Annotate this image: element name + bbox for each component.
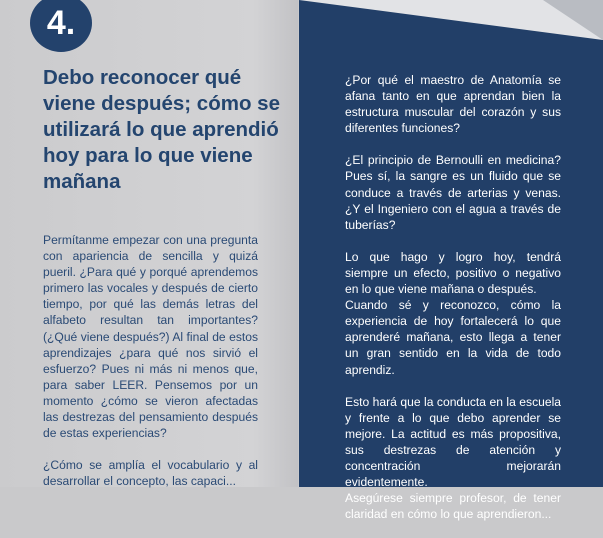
right-paragraph: ¿El principio de Bernoulli en medicina? Pues sí, la sangre es un fluido que se conduce a través de arterias y venas. ¿Y el Ingeniero con el agua a través de tuberías? <box>345 153 561 232</box>
left-column <box>0 0 298 487</box>
right-column-panel <box>299 0 603 522</box>
left-paragraph: ¿Cómo se amplía el vocabulario y al desarrollar el concepto, las capaci... <box>43 458 258 489</box>
right-paragraph: Esto hará que la conducta en la escuela y frente a lo que debo aprender se mejore. La actitud es más propositiva, sus destrezas de atención y concentración mejorarán evidentemente. <box>345 394 561 490</box>
right-paragraph: ¿Por qué el maestro de Anatomía se afana tanto en que aprendan bien la estructura muscular del corazón y sus diferentes funciones? <box>345 73 561 136</box>
right-paragraph: Lo que hago y logro hoy, tendrá siempre un efecto, positivo o negativo en lo que viene mañana o después. <box>345 249 561 297</box>
right-paragraph: Asegúrese siempre profesor, de tener claridad en cómo lo que aprendieron... <box>345 491 561 522</box>
right-paragraph: Cuando sé y reconozco, cómo la experiencia de hoy fortalecerá lo que aprenderé mañana, esto llega a tener un gran sentido en la vida de todo aprendiz. <box>345 298 561 377</box>
left-body-text <box>43 232 258 505</box>
section-number-badge: 4. <box>30 0 92 52</box>
right-body-text <box>345 72 561 538</box>
left-paragraph: Permítanme empezar con una pregunta con apariencia de sencilla y quizá pueril. ¿Para qué y porqué aprendemos primero las vocales y después de cierto tiempo, por qué las demás letras del alfabeto resultan tan importantes? (¿Qué viene después?) Al final de estos aprendizajes ¿para qué nos sirvió el esfuerzo? Pues ni más ni menos que, para saber LEER. Pensemos por un momento ¿cómo se vieron afectadas las destrezas del pensamiento después de estas experiencias? <box>43 233 258 441</box>
section-heading: Debo reconocer qué viene después; cómo se utilizará lo que aprendió hoy para lo que viene mañana <box>43 66 280 193</box>
